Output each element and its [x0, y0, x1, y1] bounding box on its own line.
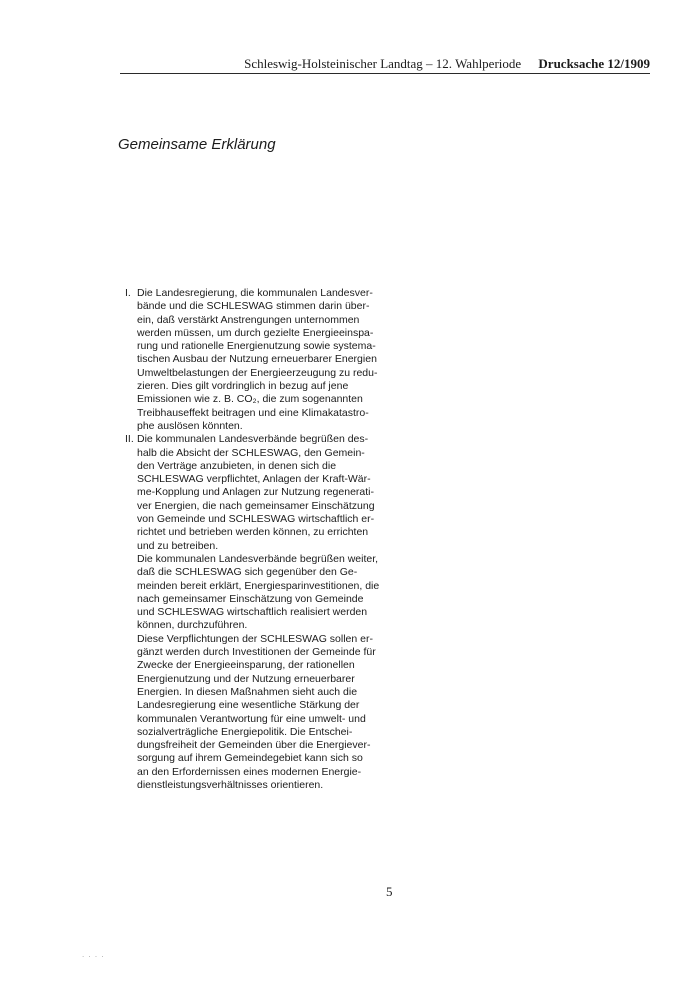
text-line: sorgung auf ihrem Gemeindegebiet kann sich so	[137, 752, 363, 765]
text-line: Zwecke der Energieeinsparung, der rationellen	[137, 659, 355, 672]
text-line: halb die Absicht der SCHLESWAG, den Gemein-	[137, 446, 365, 459]
text-line: nach gemeinsamer Einschätzung von Gemeinde	[137, 592, 364, 605]
page-number: 5	[386, 884, 393, 899]
document-body	[122, 287, 412, 792]
text-line: ver Energien, die nach gemeinsamer Einschätzung	[137, 499, 375, 512]
text-line: daß die SCHLESWAG sich gegenüber den Ge-	[137, 566, 358, 579]
text-line: Die Landesregierung, die kommunalen Landesver-	[137, 287, 373, 299]
text-line: ein, daß verstärkt Anstrengungen unternommen	[137, 313, 360, 326]
item-number: II.	[125, 433, 134, 446]
text-line: Energien. In diesen Maßnahmen sieht auch die	[137, 685, 358, 698]
text-line: Energienutzung und der Nutzung erneuerbarer	[137, 672, 355, 685]
text-line: Umweltbelastungen der Energieerzeugung zu redu-	[137, 366, 378, 379]
text-line: SCHLESWAG verpflichtet, Anlagen der Kraft-Wär-	[137, 473, 371, 486]
text-line: meinden bereit erklärt, Energiesparinvestitionen, die	[137, 579, 380, 592]
text-line: Die kommunalen Landesverbände begrüßen des-	[137, 433, 369, 446]
text-line: phe auslösen könnten.	[137, 419, 243, 432]
text-line: Die kommunalen Landesverbände begrüßen weiter,	[137, 552, 379, 565]
text-line: werden müssen, um durch gezielte Energieeinspa-	[137, 326, 374, 339]
numbered-item	[122, 287, 412, 433]
text-line: dungsfreiheit der Gemeinden über die Energiever-	[137, 739, 371, 752]
text-line: rung und rationelle Energienutzung sowie systema-	[137, 340, 376, 353]
header-rule	[120, 73, 650, 74]
text-line: zieren. Dies gilt vordringlich in bezug auf jene	[137, 380, 349, 393]
numbered-item	[122, 433, 412, 792]
page-header	[120, 56, 650, 72]
header-doc-number: Drucksache 12/1909	[538, 56, 650, 71]
text-line: Landesregierung eine wesentliche Stärkung der	[137, 699, 360, 712]
text-line: gänzt werden durch Investitionen der Gemeinde für	[137, 646, 376, 659]
text-line: den Verträge anzubieten, in denen sich die	[137, 459, 337, 472]
text-line: richtet und betrieben werden können, zu errichten	[137, 526, 369, 539]
header-series: Schleswig-Holsteinischer Landtag – 12. Wahlperiode	[244, 56, 522, 71]
text-line: an den Erfordernissen eines modernen Energie-	[137, 765, 362, 778]
text-line: von Gemeinde und SCHLESWAG wirtschaftlich er-	[137, 513, 375, 526]
scan-artifact: · · · ·	[82, 953, 105, 961]
text-line: Treibhauseffekt beitragen und eine Klimakatastro-	[137, 406, 369, 419]
text-line: und zu betreiben.	[137, 539, 219, 552]
text-line: me-Kopplung und Anlagen zur Nutzung regenerati-	[137, 486, 374, 499]
item-number: I.	[125, 287, 131, 299]
text-line: und SCHLESWAG wirtschaftlich realisiert werden	[137, 606, 368, 619]
text-line: können, durchzuführen.	[137, 619, 248, 632]
text-line: tischen Ausbau der Nutzung erneuerbarer Energien	[137, 353, 377, 366]
text-line: kommunalen Verantwortung für eine umwelt- und	[137, 712, 366, 725]
text-line: Emissionen wie z. B. CO₂, die zum sogenannten	[137, 393, 363, 406]
text-line: sozialverträgliche Energiepolitik. Die Entschei-	[137, 725, 353, 738]
text-line: bände und die SCHLESWAG stimmen darin über-	[137, 300, 370, 313]
text-line: Diese Verpflichtungen der SCHLESWAG sollen er-	[137, 632, 373, 645]
text-line: dienstleistungsverhältnisses orientieren.	[137, 778, 324, 791]
document-title: Gemeinsame Erklärung	[118, 136, 276, 153]
